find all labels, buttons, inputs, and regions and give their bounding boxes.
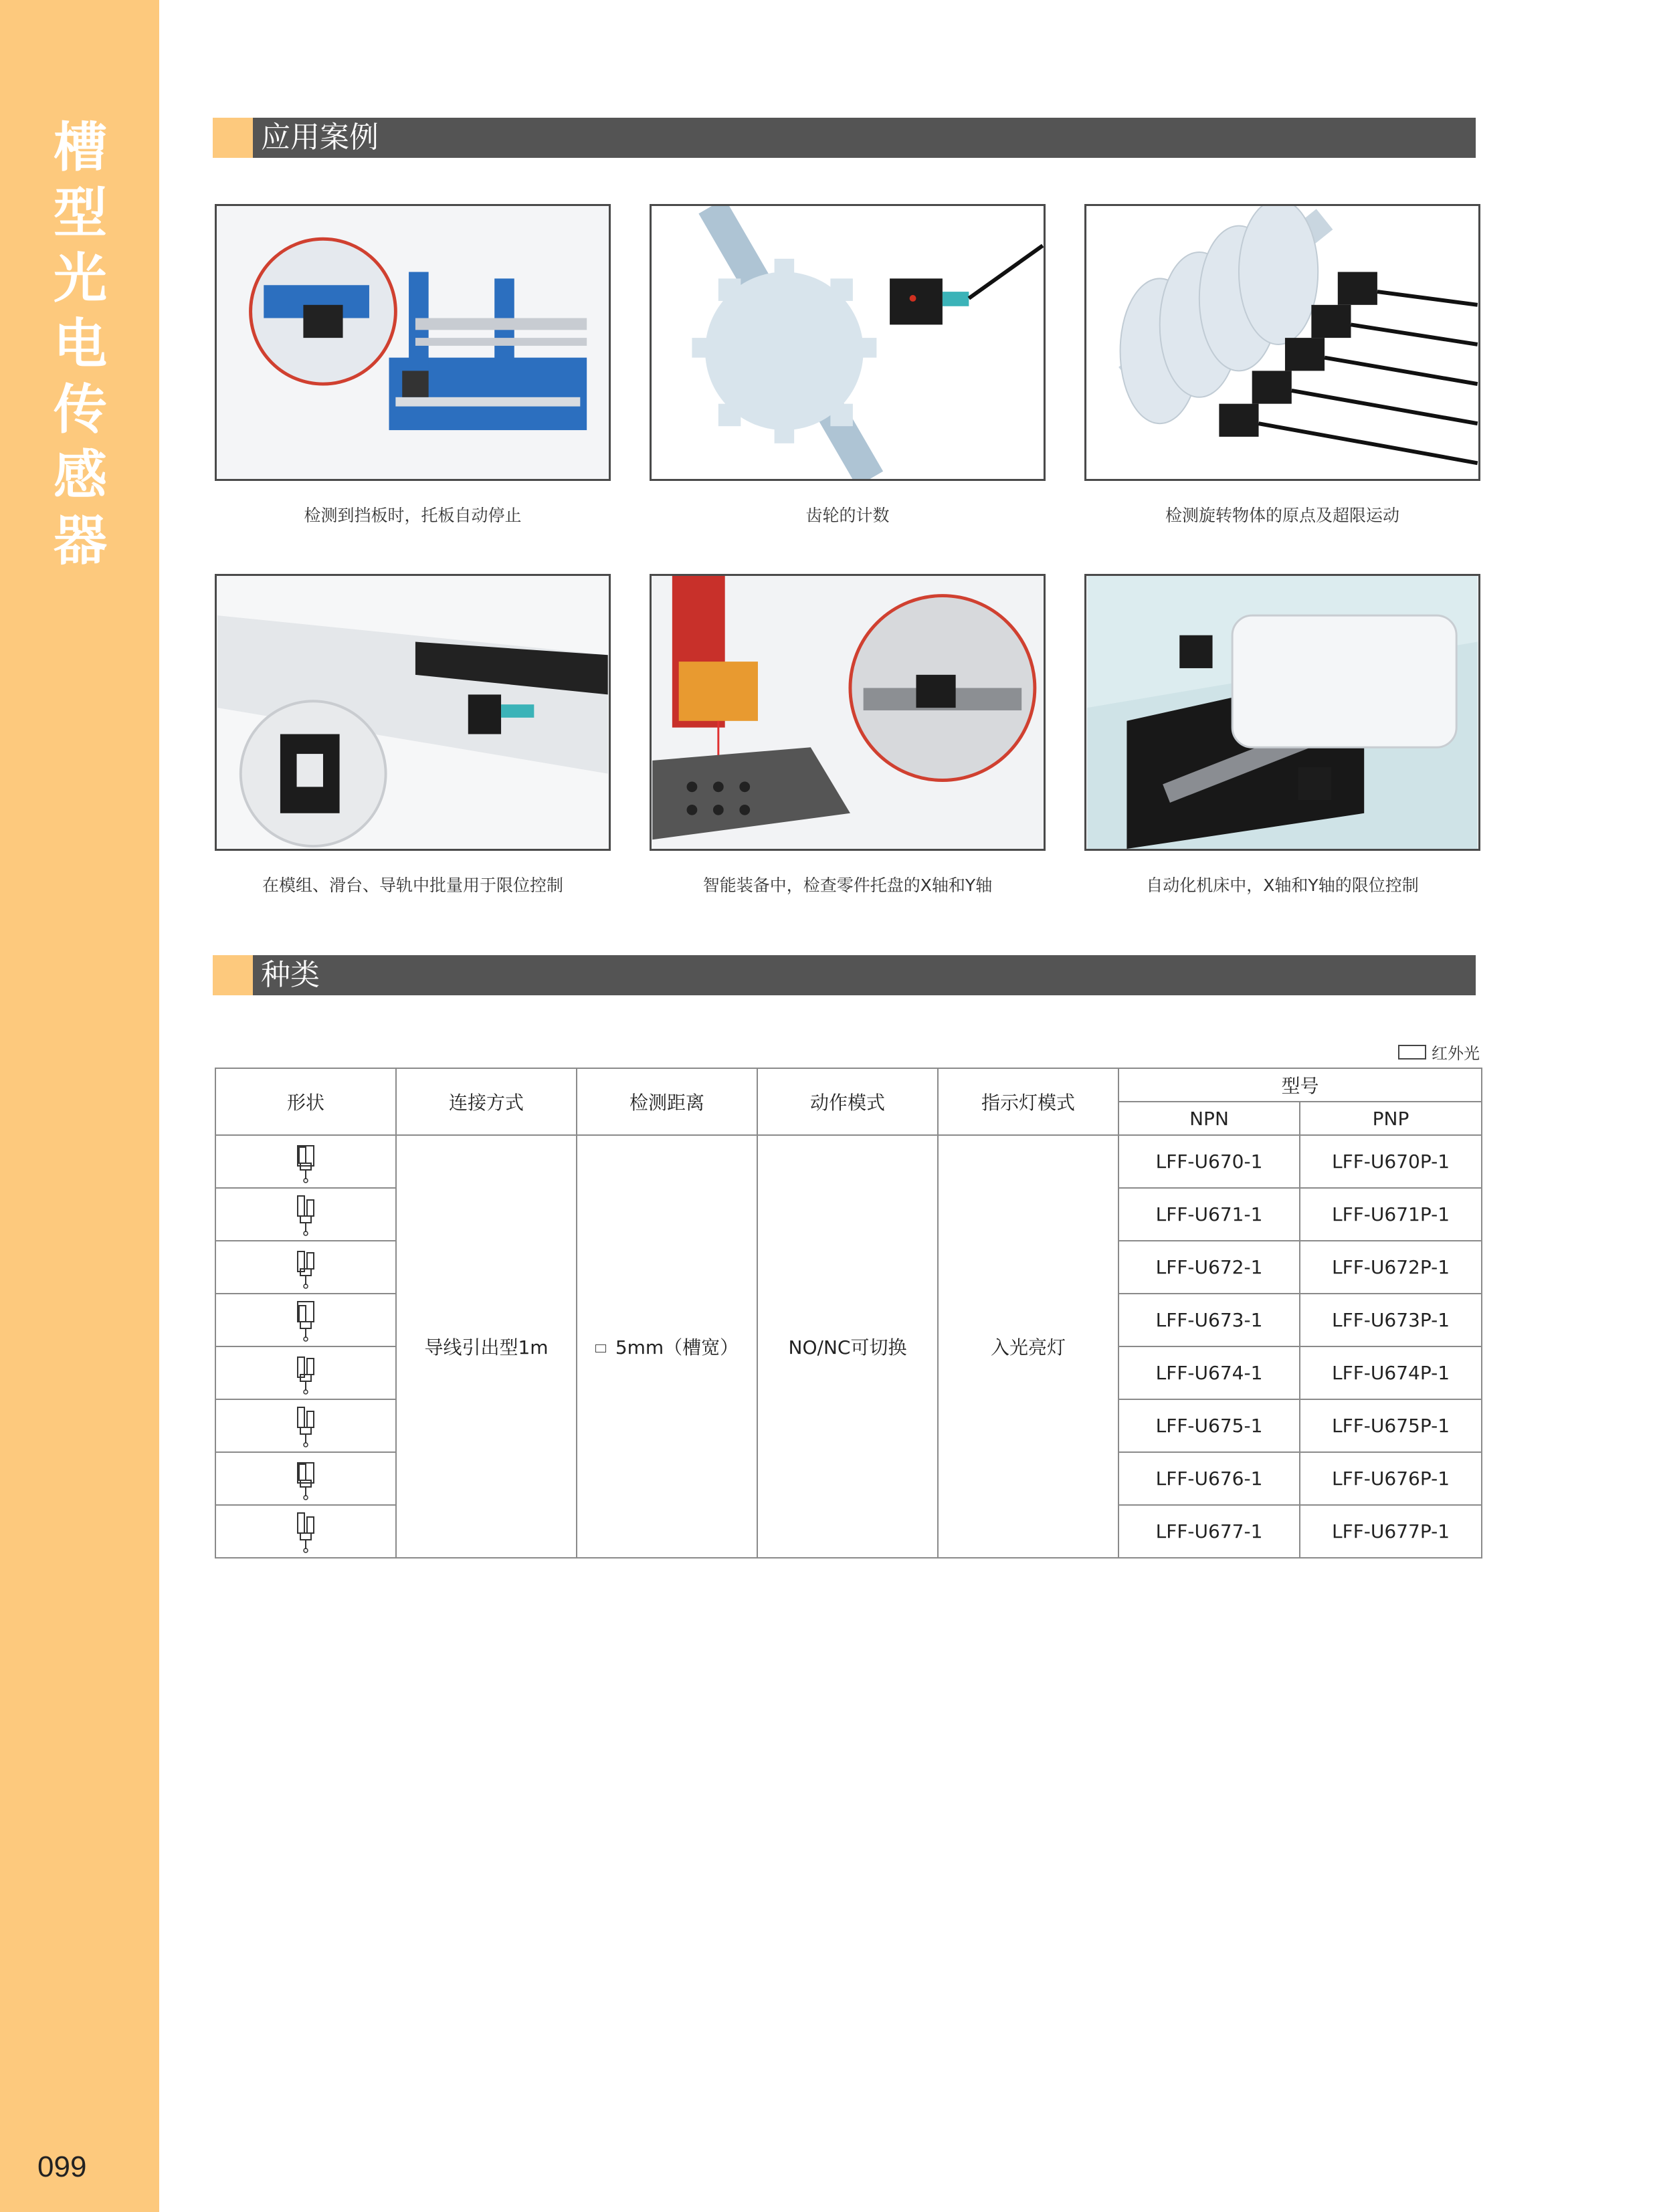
application-caption-2: 齿轮的计数	[805, 506, 890, 525]
npn-model-cell: LFF-U676-1	[1118, 1452, 1300, 1505]
sensor-shape-icon	[292, 1193, 319, 1236]
application-caption-5: 智能装备中，检查零件托盘的X轴和Y轴	[702, 876, 993, 895]
infrared-marker-icon	[595, 1344, 606, 1352]
header-model: 型号	[1118, 1068, 1482, 1102]
indicator-cell: 入光亮灯	[938, 1135, 1118, 1558]
application-caption-1: 检测到挡板时，托板自动停止	[304, 506, 522, 525]
shape-cell	[215, 1294, 396, 1346]
section-accent	[213, 955, 253, 995]
application-photo-3	[1084, 204, 1480, 481]
shape-cell	[215, 1188, 396, 1241]
pnp-model-cell: LFF-U677P-1	[1300, 1505, 1482, 1558]
mode-cell: NO/NC可切换	[757, 1135, 938, 1558]
sidebar-title-char: 槽	[54, 116, 107, 179]
sensor-shape-icon	[292, 1405, 319, 1447]
npn-model-cell: LFF-U670-1	[1118, 1135, 1300, 1188]
table-row	[215, 1135, 1482, 1188]
npn-model-cell: LFF-U675-1	[1118, 1399, 1300, 1452]
application-photo-6	[1084, 574, 1480, 851]
section-title-types: 种类	[261, 958, 320, 992]
application-photo-4	[215, 574, 611, 851]
application-photo-1	[215, 204, 611, 481]
section-accent	[213, 118, 253, 158]
header-mode: 动作模式	[757, 1068, 938, 1135]
shape-cell	[215, 1505, 396, 1558]
npn-model-cell: LFF-U674-1	[1118, 1346, 1300, 1399]
pnp-model-cell: LFF-U673P-1	[1300, 1294, 1482, 1346]
sensor-shape-icon	[292, 1352, 319, 1395]
shape-cell	[215, 1346, 396, 1399]
legend-swatch	[1398, 1045, 1426, 1060]
application-photo-2	[650, 204, 1046, 481]
section-header-applications	[213, 118, 1476, 158]
connection-cell: 导线引出型1m	[396, 1135, 577, 1558]
distance-value: 5mm（槽宽）	[615, 1336, 739, 1359]
sidebar-title	[48, 115, 112, 574]
header-connection: 连接方式	[396, 1068, 577, 1135]
header-npn: NPN	[1118, 1102, 1300, 1135]
pnp-model-cell: LFF-U676P-1	[1300, 1452, 1482, 1505]
application-caption-4: 在模组、滑台、导轨中批量用于限位控制	[262, 876, 563, 895]
application-photo-5	[650, 574, 1046, 851]
header-distance: 检测距离	[577, 1068, 757, 1135]
shape-cell	[215, 1241, 396, 1294]
npn-model-cell: LFF-U673-1	[1118, 1294, 1300, 1346]
section-header-types	[213, 955, 1476, 995]
sensor-shape-icon	[292, 1246, 319, 1289]
application-caption-3: 检测旋转物体的原点及超限运动	[1165, 506, 1399, 525]
pnp-model-cell: LFF-U675P-1	[1300, 1399, 1482, 1452]
pnp-model-cell: LFF-U671P-1	[1300, 1188, 1482, 1241]
sidebar-title-char: 光	[54, 247, 107, 310]
sidebar-title-char: 感	[54, 444, 107, 506]
pnp-model-cell: LFF-U672P-1	[1300, 1241, 1482, 1294]
sensor-shape-icon	[292, 1457, 319, 1500]
shape-cell	[215, 1135, 396, 1188]
page-number: 099	[37, 2150, 87, 2183]
sensor-shape-icon	[292, 1510, 319, 1553]
sensor-shape-icon	[292, 1140, 319, 1183]
sidebar-title-char: 器	[54, 510, 107, 572]
sidebar-title-char: 电	[54, 313, 107, 375]
sidebar-title-char: 传	[54, 379, 107, 441]
sensor-shape-icon	[292, 1299, 319, 1342]
section-title-applications: 应用案例	[261, 120, 379, 155]
npn-model-cell: LFF-U677-1	[1118, 1505, 1300, 1558]
distance-cell	[577, 1135, 757, 1558]
application-caption-6: 自动化机床中，X轴和Y轴的限位控制	[1146, 876, 1419, 895]
pnp-model-cell: LFF-U670P-1	[1300, 1135, 1482, 1188]
npn-model-cell: LFF-U671-1	[1118, 1188, 1300, 1241]
shape-cell	[215, 1452, 396, 1505]
legend-infrared	[1398, 1040, 1480, 1064]
header-pnp: PNP	[1300, 1102, 1482, 1135]
sidebar-title-char: 型	[54, 182, 107, 244]
header-indicator: 指示灯模式	[938, 1068, 1118, 1135]
sidebar	[0, 0, 159, 2212]
npn-model-cell: LFF-U672-1	[1118, 1241, 1300, 1294]
header-shape: 形状	[215, 1068, 396, 1135]
spec-table	[215, 1068, 1482, 1559]
pnp-model-cell: LFF-U674P-1	[1300, 1346, 1482, 1399]
shape-cell	[215, 1399, 396, 1452]
legend-label: 红外光	[1432, 1044, 1480, 1063]
